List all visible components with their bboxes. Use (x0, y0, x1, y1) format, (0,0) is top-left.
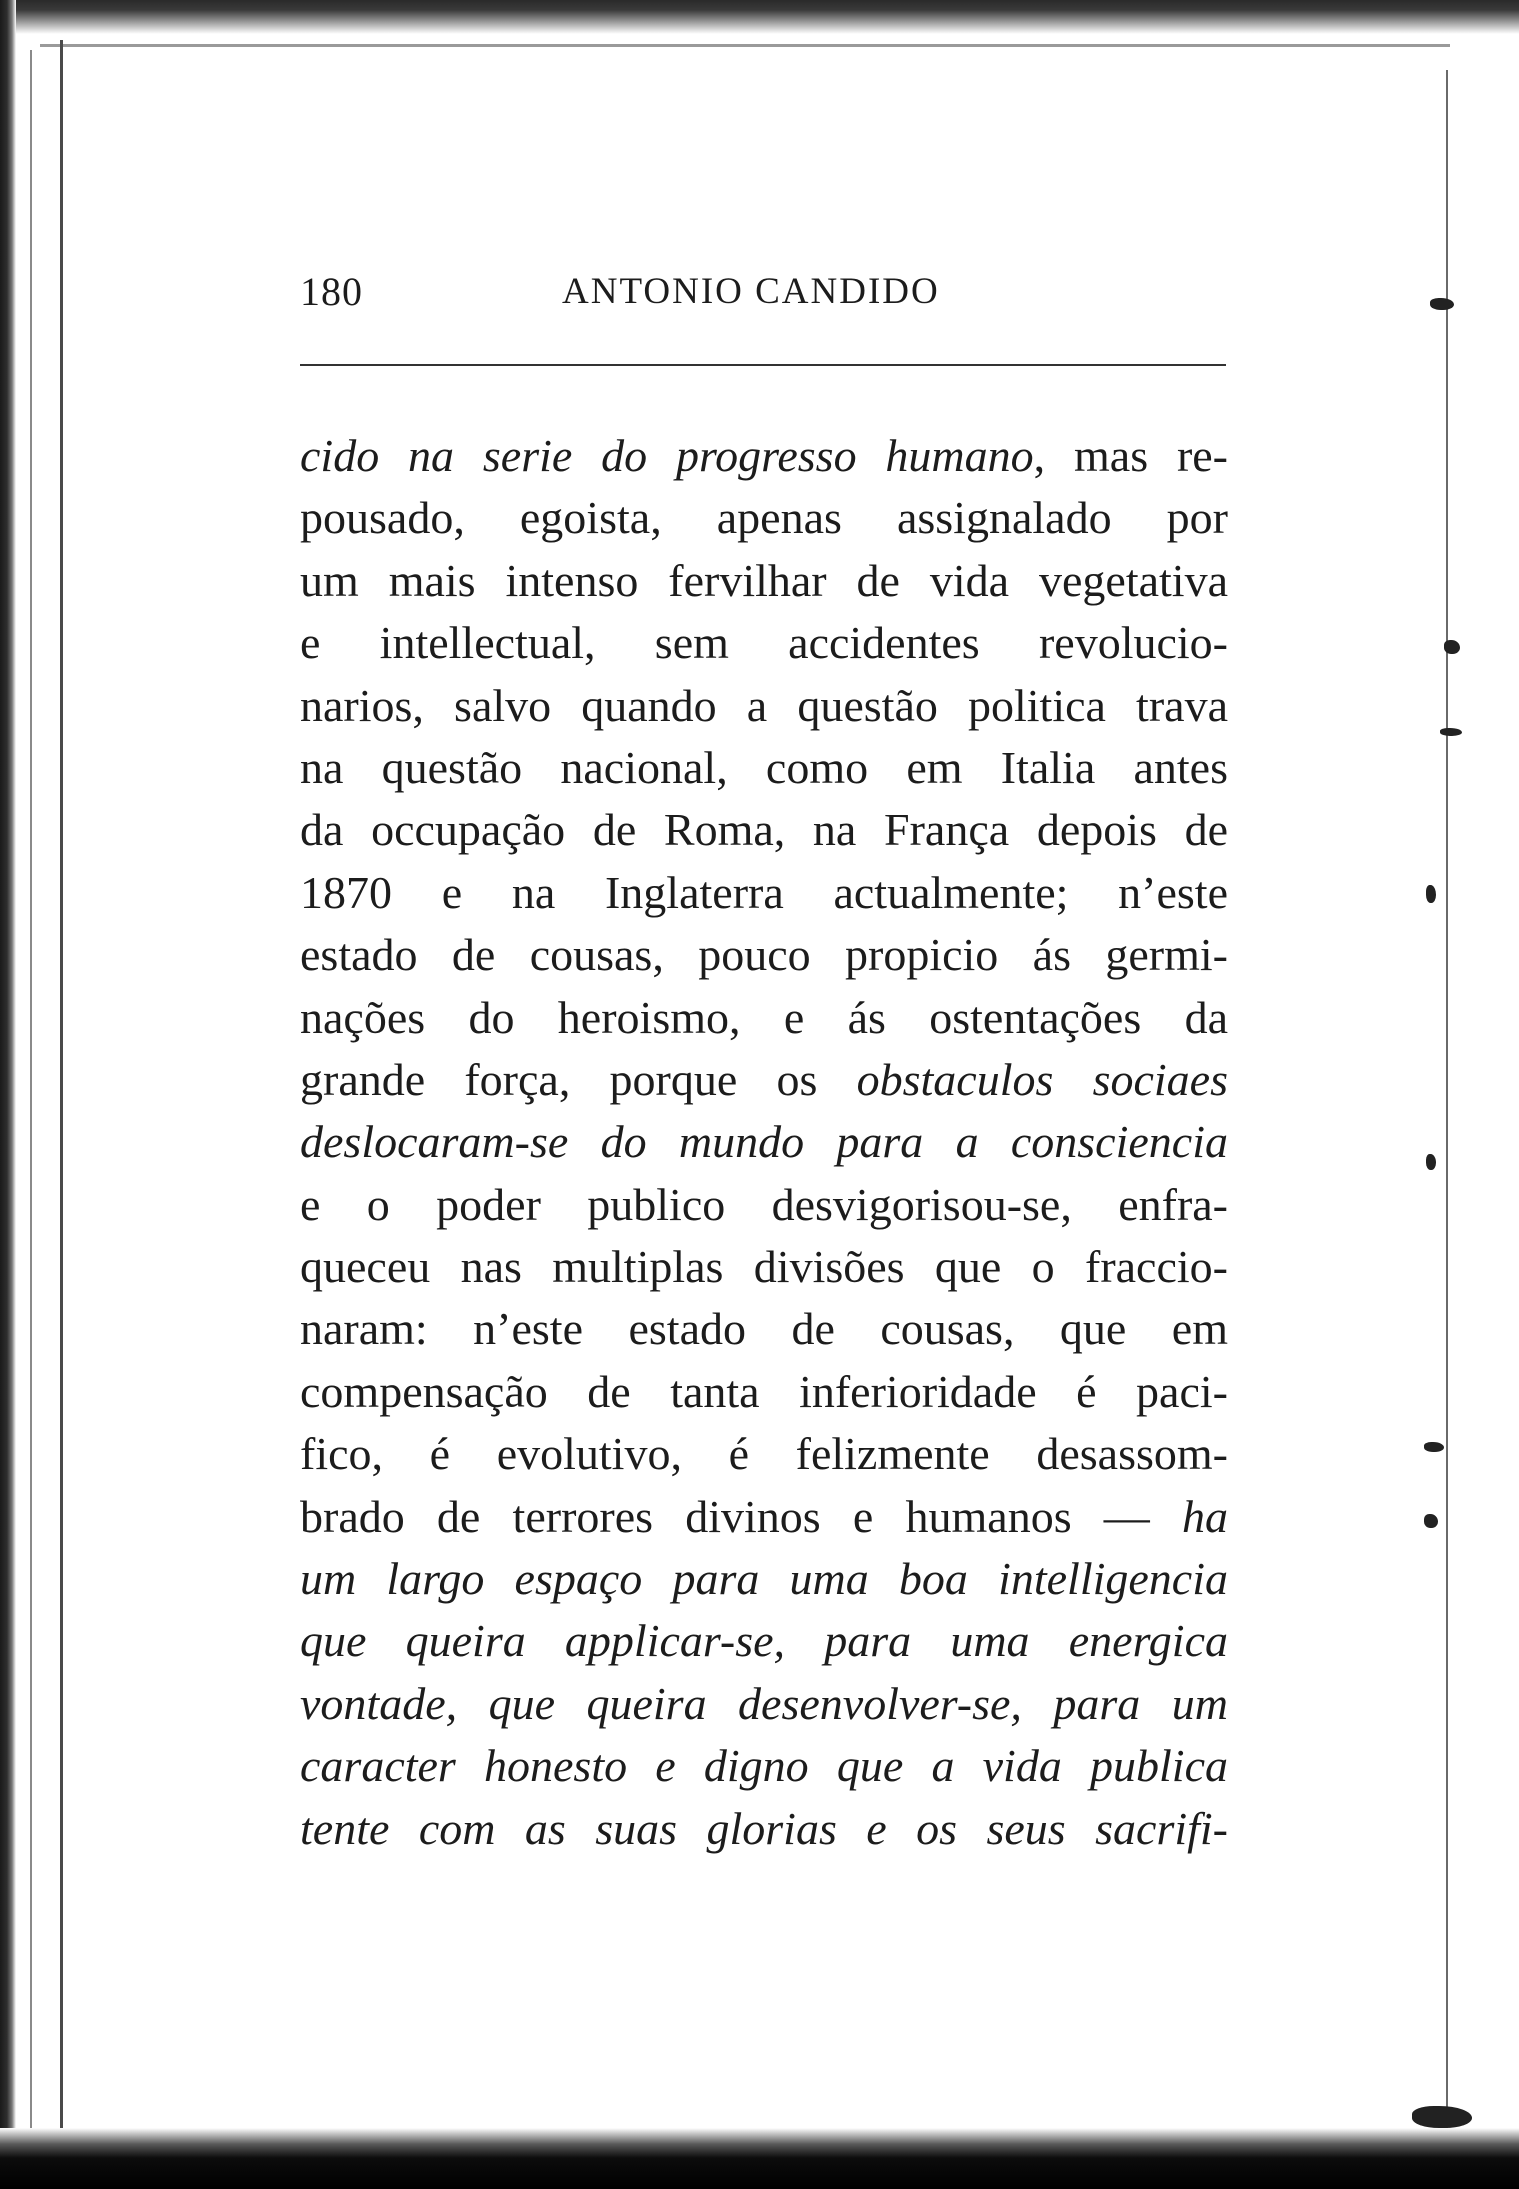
scan-bottom-edge (0, 2128, 1519, 2189)
text-line (300, 799, 1228, 861)
header-rule (300, 364, 1226, 366)
text-segment: estado de cousas, pouco propicio ás germi- (300, 929, 1228, 981)
text-line (300, 987, 1228, 1049)
text-segment: narios, salvo quando a questão politica trava (300, 679, 1228, 731)
text-line (300, 1174, 1228, 1236)
italic-segment: caracter honesto e digno que a vida publica (300, 1740, 1228, 1792)
edge-mark (1430, 298, 1454, 310)
italic-segment: deslocaram-se do mundo para a consciencia (300, 1116, 1228, 1168)
text-segment: nações do heroismo, e ás ostentações da (300, 991, 1228, 1043)
text-segment: da occupação de Roma, na França depois de (300, 804, 1228, 856)
italic-segment: tente com as suas glorias e os seus sacrifi- (300, 1802, 1228, 1854)
edge-mark (1426, 885, 1436, 903)
body-text (300, 425, 1228, 1860)
text-segment: brado de terrores divinos e humanos — (300, 1490, 1182, 1542)
italic-segment: que queira applicar-se, para uma energica (300, 1615, 1228, 1667)
text-segment: compensação de tanta inferioridade é paci- (300, 1365, 1228, 1417)
edge-mark (1440, 728, 1462, 736)
scan-top-rule (40, 44, 1450, 47)
text-line (300, 1236, 1228, 1298)
text-line (300, 1735, 1228, 1797)
text-line (300, 550, 1228, 612)
text-segment: 1870 e na Inglaterra actualmente; n’este (300, 866, 1228, 918)
text-segment: naram: n’este estado de cousas, que em (300, 1303, 1228, 1355)
scan-left-edge (0, 0, 16, 2189)
text-line (300, 1798, 1228, 1860)
italic-segment: vontade, que queira desenvolver-se, para um (300, 1677, 1228, 1729)
running-head (300, 268, 1230, 318)
italic-segment: obstaculos sociaes (856, 1053, 1228, 1105)
text-segment: e o poder publico desvigorisou-se, enfra- (300, 1178, 1228, 1230)
italic-segment: ha (1182, 1490, 1228, 1542)
page-number: 180 (300, 269, 363, 314)
edge-mark (1444, 640, 1460, 654)
text-segment: e intellectual, sem accidentes revolucio- (300, 617, 1228, 669)
text-line (300, 1673, 1228, 1735)
edge-mark (1412, 2106, 1472, 2128)
text-line (300, 487, 1228, 549)
text-segment: fico, é evolutivo, é felizmente desassom- (300, 1428, 1228, 1480)
text-line (300, 1610, 1228, 1672)
text-line (300, 1361, 1228, 1423)
text-line (300, 1111, 1228, 1173)
edge-mark (1424, 1442, 1444, 1452)
text-segment: , mas re- (1033, 430, 1228, 481)
text-line (300, 1548, 1228, 1610)
text-line (300, 924, 1228, 986)
text-line (300, 1049, 1228, 1111)
text-segment: grande força, porque os (300, 1053, 857, 1105)
text-line (300, 862, 1228, 924)
edge-mark (1426, 1154, 1436, 1170)
text-line (300, 1298, 1228, 1360)
text-segment: na questão nacional, como em Italia antes (300, 741, 1228, 793)
text-line (300, 1423, 1228, 1485)
edge-mark (1424, 1514, 1438, 1528)
scan-top-edge (0, 0, 1519, 34)
text-line (300, 612, 1228, 674)
scan-left-line (60, 40, 63, 2150)
text-segment: queceu nas multiplas divisões que o fraccio- (300, 1241, 1228, 1293)
italic-segment: cido na serie do progresso humano (300, 430, 1034, 481)
text-line (300, 425, 1228, 487)
text-segment: um mais intenso fervilhar de vida vegetativa (300, 554, 1228, 606)
text-line (300, 675, 1228, 737)
italic-segment: um largo espaço para uma boa intelligencia (300, 1553, 1228, 1605)
text-segment: pousado, egoista, apenas assignalado por (300, 492, 1228, 544)
scan-left-line-faint (30, 50, 32, 2130)
scan-right-edge-line (1446, 70, 1448, 2130)
text-line (300, 1486, 1228, 1548)
text-line (300, 737, 1228, 799)
running-title: ANTONIO CANDIDO (562, 271, 940, 312)
